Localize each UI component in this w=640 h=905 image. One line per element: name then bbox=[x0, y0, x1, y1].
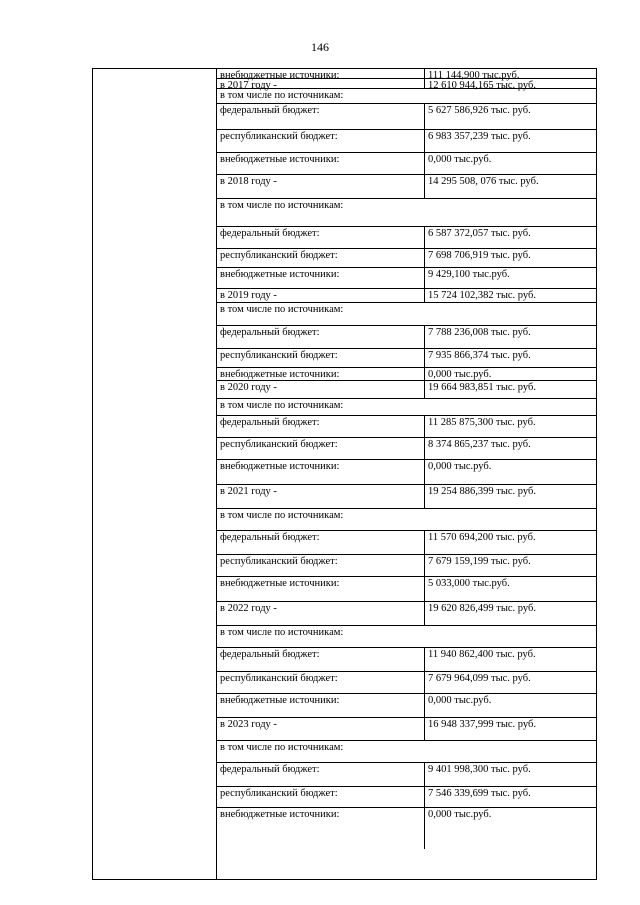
row-value: 7 698 706,919 тыс. руб. bbox=[428, 250, 531, 261]
row-label: в 2021 году - bbox=[220, 486, 277, 497]
table-row bbox=[217, 808, 596, 848]
row-label: федеральный бюджет: bbox=[220, 649, 320, 660]
row-value: 6 587 372,057 тыс. руб. bbox=[428, 228, 531, 239]
table-row bbox=[217, 249, 596, 268]
row-value: 7 788 236,008 тыс. руб. bbox=[428, 327, 531, 338]
table-row bbox=[217, 648, 596, 672]
table-row bbox=[217, 694, 596, 718]
table-row bbox=[217, 577, 596, 602]
table-row bbox=[217, 89, 596, 104]
table-row bbox=[217, 438, 596, 460]
row-label: внебюджетные источники: bbox=[220, 809, 340, 820]
table-row bbox=[217, 326, 596, 349]
row-label: республиканский бюджет: bbox=[220, 350, 338, 361]
row-value: 7 935 866,374 тыс. руб. bbox=[428, 350, 531, 361]
cell-divider bbox=[424, 79, 425, 89]
row-label: республиканский бюджет: bbox=[220, 439, 338, 450]
row-label: в 2023 году - bbox=[220, 719, 277, 730]
cell-divider bbox=[424, 104, 425, 130]
table-row bbox=[217, 227, 596, 249]
cell-divider bbox=[424, 531, 425, 555]
table-row bbox=[217, 199, 596, 227]
row-label: внебюджетные источники: bbox=[220, 461, 340, 472]
row-label: внебюджетные источники: bbox=[220, 578, 340, 589]
row-value: 7 546 339,699 тыс. руб. bbox=[428, 788, 531, 799]
cell-divider bbox=[424, 268, 425, 289]
row-value: 0,000 тыс.руб. bbox=[428, 809, 492, 820]
cell-divider bbox=[424, 787, 425, 808]
table-row bbox=[217, 672, 596, 694]
row-value: 111 144,900 тыс.руб. bbox=[428, 70, 520, 81]
cell-divider bbox=[424, 694, 425, 718]
row-value: 15 724 102,382 тыс. руб. bbox=[428, 290, 536, 301]
row-label: федеральный бюджет: bbox=[220, 105, 320, 116]
table-row bbox=[217, 175, 596, 199]
cell-divider bbox=[424, 326, 425, 349]
row-value: 0,000 тыс.руб. bbox=[428, 461, 492, 472]
row-value: 7 679 159,199 тыс. руб. bbox=[428, 556, 531, 567]
table-row bbox=[217, 130, 596, 153]
row-value: 5 033,000 тыс.руб. bbox=[428, 578, 510, 589]
row-value: 12 610 944,165 тыс. руб. bbox=[428, 80, 536, 91]
cell-divider bbox=[424, 485, 425, 509]
row-label: в том числе по источникам: bbox=[220, 510, 344, 521]
row-label: федеральный бюджет: bbox=[220, 417, 320, 428]
table-row bbox=[217, 531, 596, 555]
row-label: в том числе по источникам: bbox=[220, 742, 344, 753]
row-label: республиканский бюджет: bbox=[220, 250, 338, 261]
cell-divider bbox=[424, 438, 425, 460]
row-value: 8 374 865,237 тыс. руб. bbox=[428, 439, 531, 450]
row-label: в 2019 году - bbox=[220, 290, 277, 301]
table-row bbox=[217, 787, 596, 808]
row-label: в том числе по источникам: bbox=[220, 200, 344, 211]
row-value: 0,000 тыс.руб. bbox=[428, 369, 492, 380]
cell-divider bbox=[424, 718, 425, 741]
row-value: 19 254 886,399 тыс. руб. bbox=[428, 486, 536, 497]
row-value: 11 285 875,300 тыс. руб. bbox=[428, 417, 536, 428]
cell-divider bbox=[424, 227, 425, 249]
table-row bbox=[217, 416, 596, 438]
table-row bbox=[217, 289, 596, 303]
cell-divider bbox=[424, 368, 425, 381]
row-label: федеральный бюджет: bbox=[220, 228, 320, 239]
cell-divider bbox=[424, 672, 425, 694]
page-number: 146 bbox=[311, 40, 329, 54]
table-row bbox=[217, 741, 596, 763]
row-label: в 2020 году - bbox=[220, 382, 277, 393]
row-label: республиканский бюджет: bbox=[220, 131, 338, 142]
table-row bbox=[217, 79, 596, 89]
row-label: в том числе по источникам: bbox=[220, 90, 344, 101]
row-value: 14 295 508, 076 тыс. руб. bbox=[428, 176, 539, 187]
cell-divider bbox=[424, 175, 425, 199]
table-row bbox=[217, 509, 596, 531]
table-row bbox=[217, 602, 596, 626]
cell-divider bbox=[424, 249, 425, 268]
cell-divider bbox=[424, 69, 425, 79]
table-row bbox=[217, 381, 596, 399]
table-row bbox=[217, 69, 596, 79]
cell-divider bbox=[424, 763, 425, 787]
row-value: 19 664 983,851 тыс. руб. bbox=[428, 382, 536, 393]
cell-divider bbox=[424, 381, 425, 399]
row-value: 0,000 тыс.руб. bbox=[428, 695, 492, 706]
table-row bbox=[217, 485, 596, 509]
row-value: 16 948 337,999 тыс. руб. bbox=[428, 719, 536, 730]
row-label: федеральный бюджет: bbox=[220, 532, 320, 543]
cell-divider bbox=[424, 130, 425, 153]
row-label: в том числе по источникам: bbox=[220, 400, 344, 411]
cell-divider bbox=[424, 460, 425, 485]
row-label: внебюджетные источники: bbox=[220, 369, 340, 380]
row-value: 11 570 694,200 тыс. руб. bbox=[428, 532, 536, 543]
cell-divider bbox=[424, 555, 425, 577]
table-row bbox=[217, 268, 596, 289]
row-value: 6 983 357,239 тыс. руб. bbox=[428, 131, 531, 142]
row-label: внебюджетные источники: bbox=[220, 154, 340, 165]
row-label: внебюджетные источники: bbox=[220, 70, 340, 81]
row-value: 5 627 586,926 тыс. руб. bbox=[428, 105, 531, 116]
table-row bbox=[217, 460, 596, 485]
cell-divider bbox=[424, 808, 425, 849]
row-label: в том числе по источникам: bbox=[220, 304, 344, 315]
cell-divider bbox=[424, 153, 425, 175]
table-row bbox=[217, 718, 596, 741]
table-row bbox=[217, 303, 596, 326]
cell-divider bbox=[424, 577, 425, 602]
table-row bbox=[217, 399, 596, 416]
cell-divider bbox=[424, 289, 425, 303]
row-value: 9 401 998,300 тыс. руб. bbox=[428, 764, 531, 775]
row-value: 0,000 тыс.руб. bbox=[428, 154, 492, 165]
table-row bbox=[217, 349, 596, 368]
row-value: 11 940 862,400 тыс. руб. bbox=[428, 649, 536, 660]
row-label: федеральный бюджет: bbox=[220, 764, 320, 775]
row-value: 7 679 964,099 тыс. руб. bbox=[428, 673, 531, 684]
cell-divider bbox=[424, 349, 425, 368]
row-label: внебюджетные источники: bbox=[220, 269, 340, 280]
table-row bbox=[217, 763, 596, 787]
row-label: федеральный бюджет: bbox=[220, 327, 320, 338]
row-value: 9 429,100 тыс.руб. bbox=[428, 269, 510, 280]
row-label: в 2018 году - bbox=[220, 176, 277, 187]
table-row bbox=[217, 153, 596, 175]
table-row bbox=[217, 368, 596, 381]
row-label: в 2017 году - bbox=[220, 80, 277, 91]
row-label: республиканский бюджет: bbox=[220, 673, 338, 684]
row-label: в том числе по источникам: bbox=[220, 627, 344, 638]
row-label: внебюджетные источники: bbox=[220, 695, 340, 706]
row-value: 19 620 826,499 тыс. руб. bbox=[428, 603, 536, 614]
table-row bbox=[217, 626, 596, 648]
row-label: республиканский бюджет: bbox=[220, 556, 338, 567]
row-label: республиканский бюджет: bbox=[220, 788, 338, 799]
funding-table-rows bbox=[217, 69, 596, 848]
cell-divider bbox=[424, 602, 425, 626]
cell-divider bbox=[424, 648, 425, 672]
table-row bbox=[217, 104, 596, 130]
row-label: в 2022 году - bbox=[220, 603, 277, 614]
table-row bbox=[217, 555, 596, 577]
cell-divider bbox=[424, 416, 425, 438]
